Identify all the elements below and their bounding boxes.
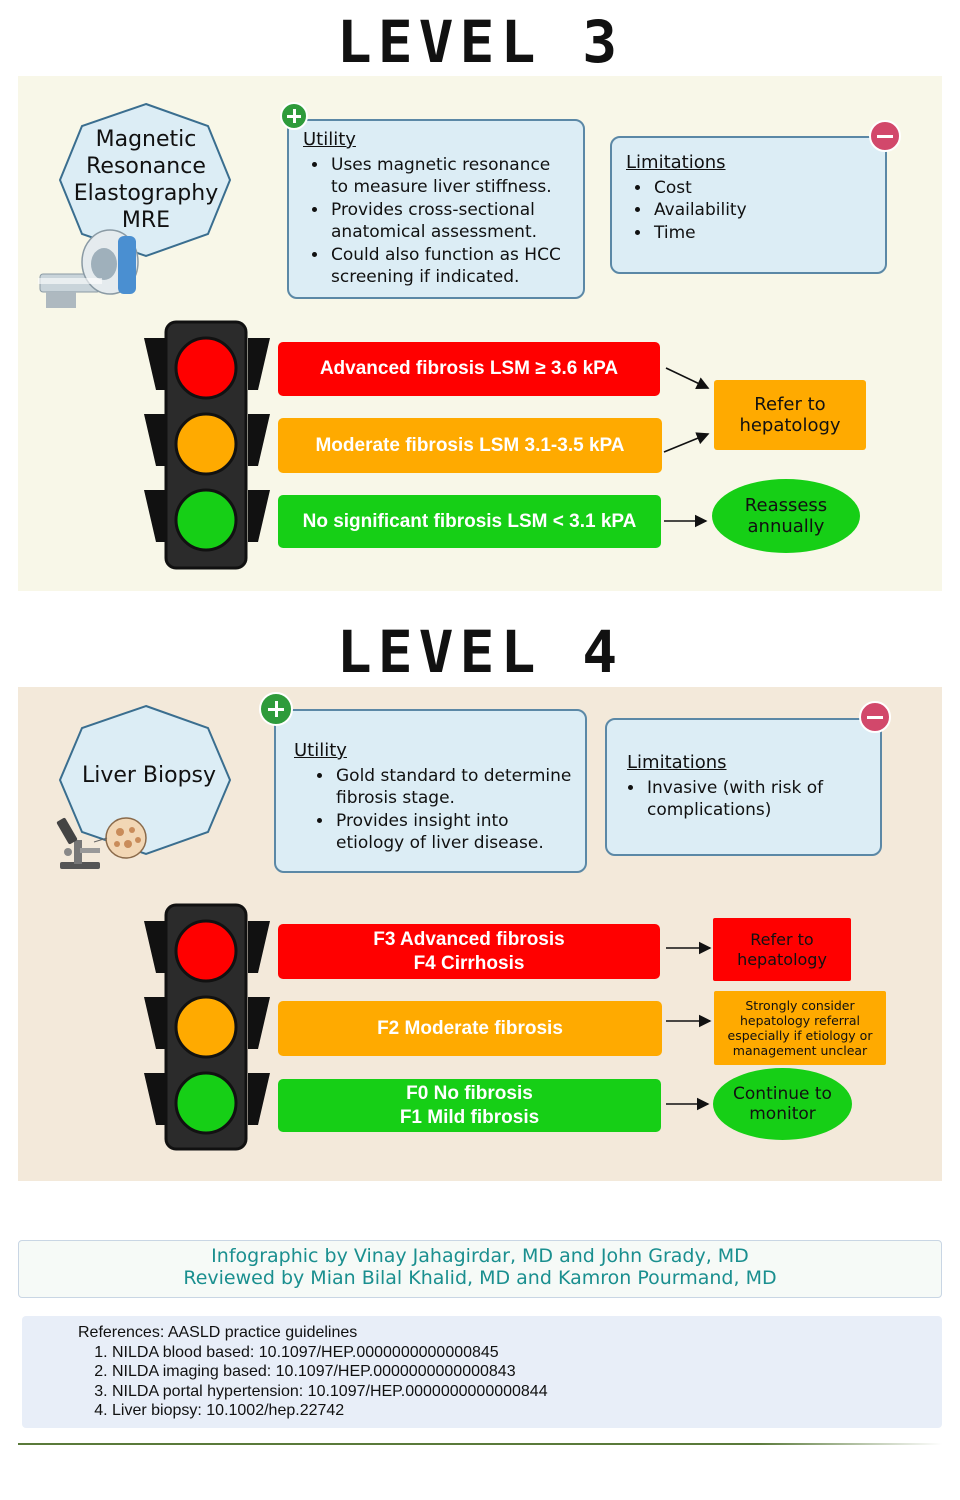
level-4-utility-item: • Provides insight into etiology of liver disease.	[334, 810, 573, 855]
level-3-title: LEVEL 3	[336, 8, 624, 76]
level-4-bar-moderate: F2 Moderate fibrosis	[278, 1001, 662, 1056]
level-3-bar-advanced: Advanced fibrosis LSM ≥ 3.6 kPA	[278, 342, 660, 396]
reference-item: 4. Liver biopsy: 10.1002/hep.22742	[112, 1401, 942, 1421]
level-3-limitations-item: • Time	[652, 222, 873, 245]
minus-icon	[869, 120, 901, 152]
level-3-limitations-box	[610, 136, 887, 274]
level-4-bar-none: F0 No fibrosis F1 Mild fibrosis	[278, 1079, 661, 1132]
level-4-monitor-oval: Continue to monitor	[713, 1068, 852, 1140]
level-3-bar-none: No significant fibrosis LSM < 3.1 kPA	[278, 495, 661, 548]
mri-scanner-icon	[38, 226, 142, 312]
microscope-icon	[54, 812, 150, 872]
level-4-refer-box: Refer to hepatology	[713, 918, 851, 981]
level-4-traffic-light	[142, 903, 272, 1153]
level-3-arrows	[660, 360, 716, 530]
credits-authors: Infographic by Vinay Jahagirdar, MD and John Grady, MD	[211, 1245, 749, 1267]
level-3-utility-item: • Provides cross-sectional anatomical assessment.	[329, 199, 571, 244]
level-3-refer-box: Refer to hepatology	[714, 380, 866, 450]
level-4-limitations-item: • Invasive (with risk of complications)	[645, 777, 868, 822]
level-3-utility-box	[287, 119, 585, 299]
level-3-limitations-item: • Cost	[652, 177, 873, 200]
level-3-traffic-light	[142, 320, 272, 570]
level-3-limitations-item: • Availability	[652, 199, 873, 222]
credits-reviewers: Reviewed by Mian Bilal Khalid, MD and Kamron Pourmand, MD	[183, 1267, 777, 1289]
level-4-consider-box: Strongly consider hepatology referral especially if etiology or management unclear	[714, 991, 886, 1065]
level-4-utility-item: • Gold standard to determine fibrosis stage.	[334, 765, 573, 810]
level-4-arrows	[664, 936, 716, 1116]
level-4-limitations-box	[605, 718, 882, 856]
level-3-reassess-oval: Reassess annually	[712, 479, 860, 553]
reference-item: 1. NILDA blood based: 10.1097/HEP.0000000000000845	[112, 1343, 942, 1363]
minus-icon	[859, 701, 891, 733]
level-3-utility-item: • Could also function as HCC screening if indicated.	[329, 244, 571, 289]
reference-item: 3. NILDA portal hypertension: 10.1097/HEP.0000000000000844	[112, 1382, 942, 1402]
level-3-utility-heading: Utility	[303, 129, 356, 150]
level-4-utility-heading: Utility	[294, 740, 347, 761]
references-box	[22, 1316, 942, 1428]
credits-box	[18, 1240, 942, 1298]
level-4-utility-box	[274, 709, 587, 873]
plus-icon	[280, 102, 308, 130]
level-3-modality-label: Magnetic Resonance Elastography MRE	[73, 127, 219, 233]
plus-icon	[259, 692, 293, 726]
level-4-bar-advanced: F3 Advanced fibrosis F4 Cirrhosis	[278, 924, 660, 979]
level-4-limitations-heading: Limitations	[627, 752, 727, 773]
level-4-modality-label: Liver Biopsy	[81, 763, 217, 788]
reference-item: 2. NILDA imaging based: 10.1097/HEP.0000000000000843	[112, 1362, 942, 1382]
level-3-limitations-heading: Limitations	[626, 152, 726, 173]
level-3-bar-moderate: Moderate fibrosis LSM 3.1-3.5 kPA	[278, 418, 662, 473]
level-3-utility-item: • Uses magnetic resonance to measure liver stiffness.	[329, 154, 571, 199]
references-heading: References: AASLD practice guidelines	[78, 1324, 358, 1341]
level-4-title: LEVEL 4	[336, 618, 624, 686]
divider	[18, 1443, 942, 1445]
